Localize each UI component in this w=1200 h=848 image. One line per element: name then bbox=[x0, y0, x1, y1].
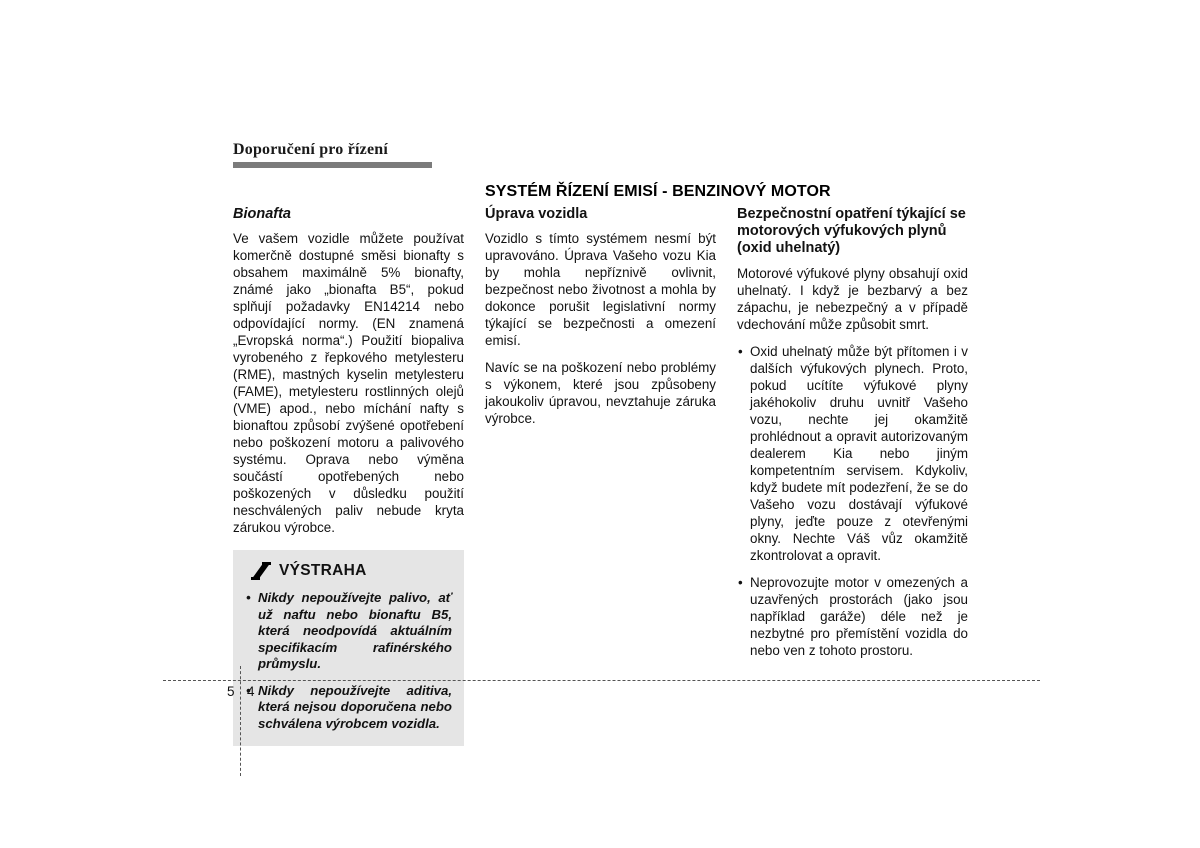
exhaust-bullet: • Neprovozujte motor v omezených a uzavřených prostorách (jako jsou například garáže) déle než je nezbytné pro přemístění vozidla do nebo ven z tohoto prostoru. bbox=[737, 574, 968, 659]
middle-column bbox=[485, 206, 716, 437]
bionafta-paragraph: Ve vašem vozidle můžete používat komerčně dostupné směsi bionafty s obsahem maximálně 5% bionafty, známé jako „bionafta B5“, pokud splňují požadavky EN14214 nebo odpovídající normy. (EN znamená „Evropská norma“.) Použití biopaliva vyrobeného z řepkového metylesteru (RME), mastných kyselin metylesteru (FAME), metylesteru rostlinných olejů (VME) apod., nebo míchání nafty s bionaftou způsobí zvýšené opotřebení nebo poškození motoru a palivového systému. Oprava nebo výměna součástí opotřebených nebo poškozených v důsledku použití neschválených paliv nebude kryta zárukou výrobce. bbox=[233, 231, 464, 535]
warning-box bbox=[233, 550, 464, 746]
page-number-section: 5 bbox=[227, 684, 235, 699]
footer-dashed-line bbox=[163, 680, 1040, 681]
section-title: SYSTÉM ŘÍZENÍ EMISÍ - BENZINOVÝ MOTOR bbox=[485, 183, 831, 200]
uprava-paragraph: Navíc se na poškození nebo problémy s výkonem, které jsou způsobeny jakoukoliv úpravou, nevztahuje záruka výrobce. bbox=[485, 360, 716, 426]
left-column bbox=[233, 206, 464, 746]
chapter-title: Doporučení pro řízení bbox=[233, 141, 389, 158]
subsection-heading-bezpecnostni-opatreni: Bezpečnostní opatření týkající se motorových výfukových plynů (oxid uhelnatý) bbox=[737, 206, 966, 256]
warning-header bbox=[245, 562, 452, 580]
page-number-page: 4 bbox=[247, 684, 255, 699]
warning-list bbox=[245, 590, 452, 732]
exhaust-bullet: • Oxid uhelnatý může být přítomen i v dalších výfukových plynech. Proto, pokud ucítíte výfukové plyny jakéhokoliv druhu uvnitř Vašeho vozu, nechte jej okamžitě prohlédnout a opravit autorizovaným dealerem Kia nebo jiným kompetentním servisem. Kdykoliv, když budete mít podezření, že se do Vašeho vozu dostávají výfukové plyny, jeďte pouze z otevřenými okny. Nechte Váš vůz okamžitě zkontrolovat a opravit. bbox=[737, 343, 968, 564]
uprava-paragraph: Vozidlo s tímto systémem nesmí být upravováno. Úprava Vašeho vozu Kia by mohla nepříznivě ovlivnit, bezpečnost nebo životnost a mohla by dokonce porušit legislativní normy týkající se bezpečnosti a omezení emisí. bbox=[485, 231, 716, 348]
subsection-heading-uprava-vozidla: Úprava vozidla bbox=[485, 206, 588, 222]
header-underline-bar bbox=[233, 162, 432, 168]
page-header bbox=[233, 141, 473, 168]
warning-item: • Nikdy nepoužívejte aditiva, která nejsou doporučena nebo schválena výrobcem vozidla. bbox=[245, 683, 452, 733]
right-column bbox=[737, 206, 968, 669]
warning-item: • Nikdy nepoužívejte palivo, ať už naftu nebo bionaftu B5, která neodpovídá aktuálním specifikacím rafinérského průmyslu. bbox=[245, 590, 452, 673]
subsection-heading-bionafta: Bionafta bbox=[233, 206, 291, 222]
warning-slash-icon bbox=[251, 562, 271, 580]
crop-mark-vertical-line bbox=[240, 666, 241, 776]
exhaust-intro-paragraph: Motorové výfukové plyny obsahují oxid uhelnatý. I když je bezbarvý a bez zápachu, je nebezpečný a v případě vdechování může způsobit smrt. bbox=[737, 266, 968, 332]
warning-title: VÝSTRAHA bbox=[279, 562, 367, 579]
exhaust-bullet-list bbox=[737, 343, 968, 659]
